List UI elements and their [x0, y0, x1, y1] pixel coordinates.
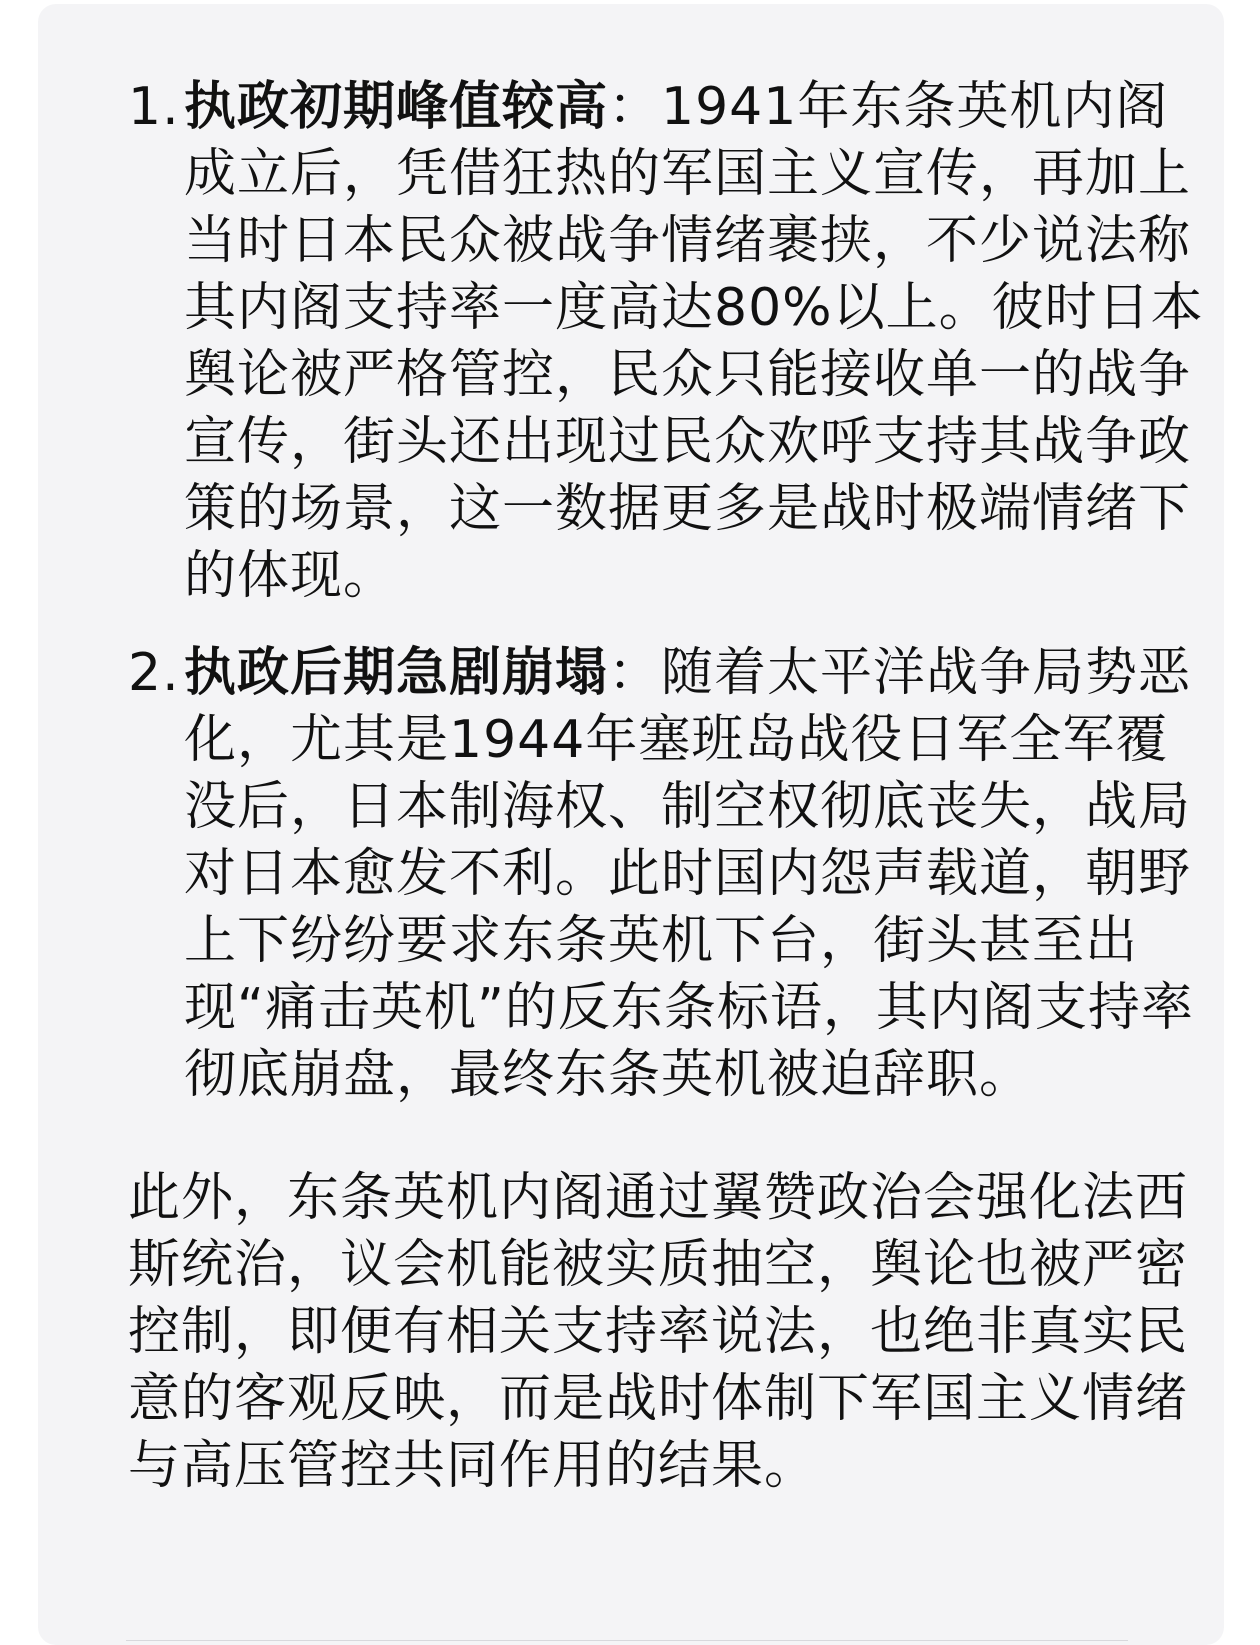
list-number: 1. — [128, 77, 180, 137]
list-item-heading: 执政初期峰值较高 — [184, 77, 609, 137]
list-item-text: ：随着太平洋战争局势恶化，尤其是1944年塞班岛战役日军全军覆没后，日本制海权、制空权彻底丧失，战局对日本愈发不利。此时国内怨声载道，朝野上下纷纷要求东条英机下台，街头甚至出现“痛击英机”的反东条标语，其内阁支持率彻底崩盘，最终东条英机被迫辞职。 — [184, 643, 1194, 1105]
list-item-2 — [128, 640, 1208, 1109]
list-item-body — [184, 640, 1208, 1109]
divider — [126, 1640, 1128, 1641]
list-item-1 — [128, 74, 1208, 610]
content-card — [38, 4, 1224, 1645]
list-item-body — [184, 74, 1208, 610]
closing-paragraph: 此外，东条英机内阁通过翼赞政治会强化法西斯统治，议会机能被实质抽空，舆论也被严密控制，即便有相关支持率说法，也绝非真实民意的客观反映，而是战时体制下军国主义情绪与高压管控共同作用的结果。 — [128, 1168, 1189, 1496]
article-body — [128, 74, 1208, 1552]
list-number: 2. — [128, 643, 180, 703]
list-item-heading: 执政后期急剧崩塌 — [184, 643, 609, 703]
list-item-text: ：1941年东条英机内阁成立后，凭借狂热的军国主义宣传，再加上当时日本民众被战争情绪裹挟，不少说法称其内阁支持率一度高达80%以上。彼时日本舆论被严格管控，民众只能接收单一的战争宣传，街头还出现过民众欢呼支持其战争政策的场景，这一数据更多是战时极端情绪下的体现。 — [184, 77, 1204, 606]
